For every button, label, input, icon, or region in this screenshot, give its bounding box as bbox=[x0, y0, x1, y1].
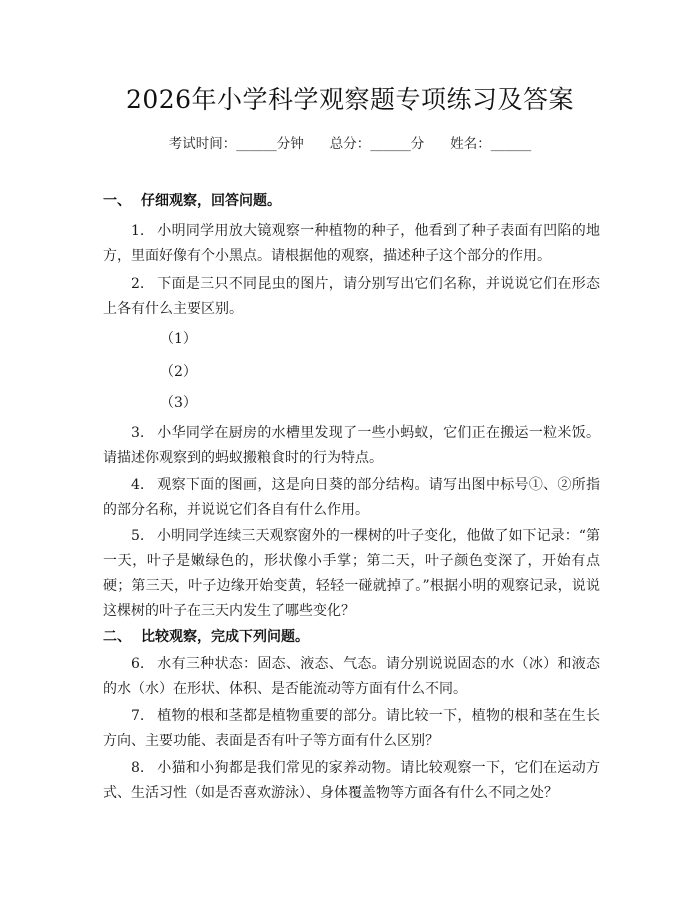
section-title: 比较观察，完成下列问题。 bbox=[141, 629, 309, 645]
question-text: 植物的根和茎都是植物重要的部分。请比较一下，植物的根和茎在生长方向、主要功能、表面是否有叶子等方面有什么区别？ bbox=[103, 708, 600, 749]
question-text: 观察下面的图画，这是向日葵的部分结构。请写出图中标号①、②所指的部分名称，并说说它们各自有什么作用。 bbox=[103, 477, 600, 518]
question-6 bbox=[103, 652, 600, 702]
sub-item-1: （1） bbox=[160, 331, 197, 347]
question-number: 4. bbox=[131, 477, 145, 493]
question-1 bbox=[103, 219, 600, 269]
question-text: 水有三种状态：固态、液态、气态。请分别说说固态的水（冰）和液态的水（水）在形状、体积、是否能流动等方面有什么不同。 bbox=[103, 656, 600, 697]
question-number: 6. bbox=[131, 656, 145, 672]
question-text: 小明同学连续三天观察窗外的一棵树的叶子变化，他做了如下记录：“第一天，叶子是嫩绿色的，形状像小手掌；第二天，叶子颜色变深了，开始有点硬；第三天，叶子边缘开始变黄，轻轻一碰就掉了。”根据小明的观察记录，说说这棵树的叶子在三天内发生了哪些变化？ bbox=[103, 528, 600, 619]
question-number: 8. bbox=[131, 760, 145, 776]
question-8 bbox=[103, 756, 600, 806]
question-number: 1. bbox=[131, 223, 145, 239]
question-text: 小华同学在厨房的水槽里发现了一些小蚂蚁，它们正在搬运一粒米饭。请描述你观察到的蚂蚁搬粮食时的行为特点。 bbox=[103, 425, 600, 466]
question-text: 下面是三只不同昆虫的图片，请分别写出它们名称，并说说它们在形态上各有什么主要区别。 bbox=[103, 276, 600, 317]
question-number: 5. bbox=[131, 528, 145, 544]
question-number: 2. bbox=[131, 276, 145, 292]
section-title: 仔细观察，回答问题。 bbox=[141, 193, 281, 209]
question-text: 小明同学用放大镜观察一种植物的种子，他看到了种子表面有凹陷的地方，里面好像有个小黑点。请根据他的观察，描述种子这个部分的作用。 bbox=[103, 223, 600, 264]
question-2 bbox=[103, 272, 600, 322]
question-number: 3. bbox=[131, 425, 145, 441]
exam-time-field: 考试时间：______分钟 bbox=[168, 136, 304, 152]
page-title: 2026年小学科学观察题专项练习及答案 bbox=[125, 85, 575, 114]
section-number: 二、 bbox=[103, 629, 131, 645]
question-text: 小猫和小狗都是我们常见的家养动物。请比较观察一下，它们在运动方式、生活习性（如是否喜欢游泳）、身体覆盖物等方面各有什么不同之处？ bbox=[103, 760, 600, 801]
question-7 bbox=[103, 704, 600, 754]
student-name-field: 姓名：______ bbox=[450, 136, 532, 152]
section-heading-2 bbox=[103, 626, 309, 646]
total-score-field: 总分：______分 bbox=[329, 136, 425, 152]
question-4 bbox=[103, 473, 600, 523]
section-number: 一、 bbox=[103, 193, 131, 209]
section-heading-1 bbox=[103, 190, 281, 210]
question-5 bbox=[103, 524, 600, 624]
question-3 bbox=[103, 421, 600, 471]
sub-item-3: （3） bbox=[160, 395, 197, 411]
question-number: 7. bbox=[131, 708, 145, 724]
exam-meta bbox=[0, 132, 700, 152]
sub-item-2: （2） bbox=[160, 364, 197, 380]
